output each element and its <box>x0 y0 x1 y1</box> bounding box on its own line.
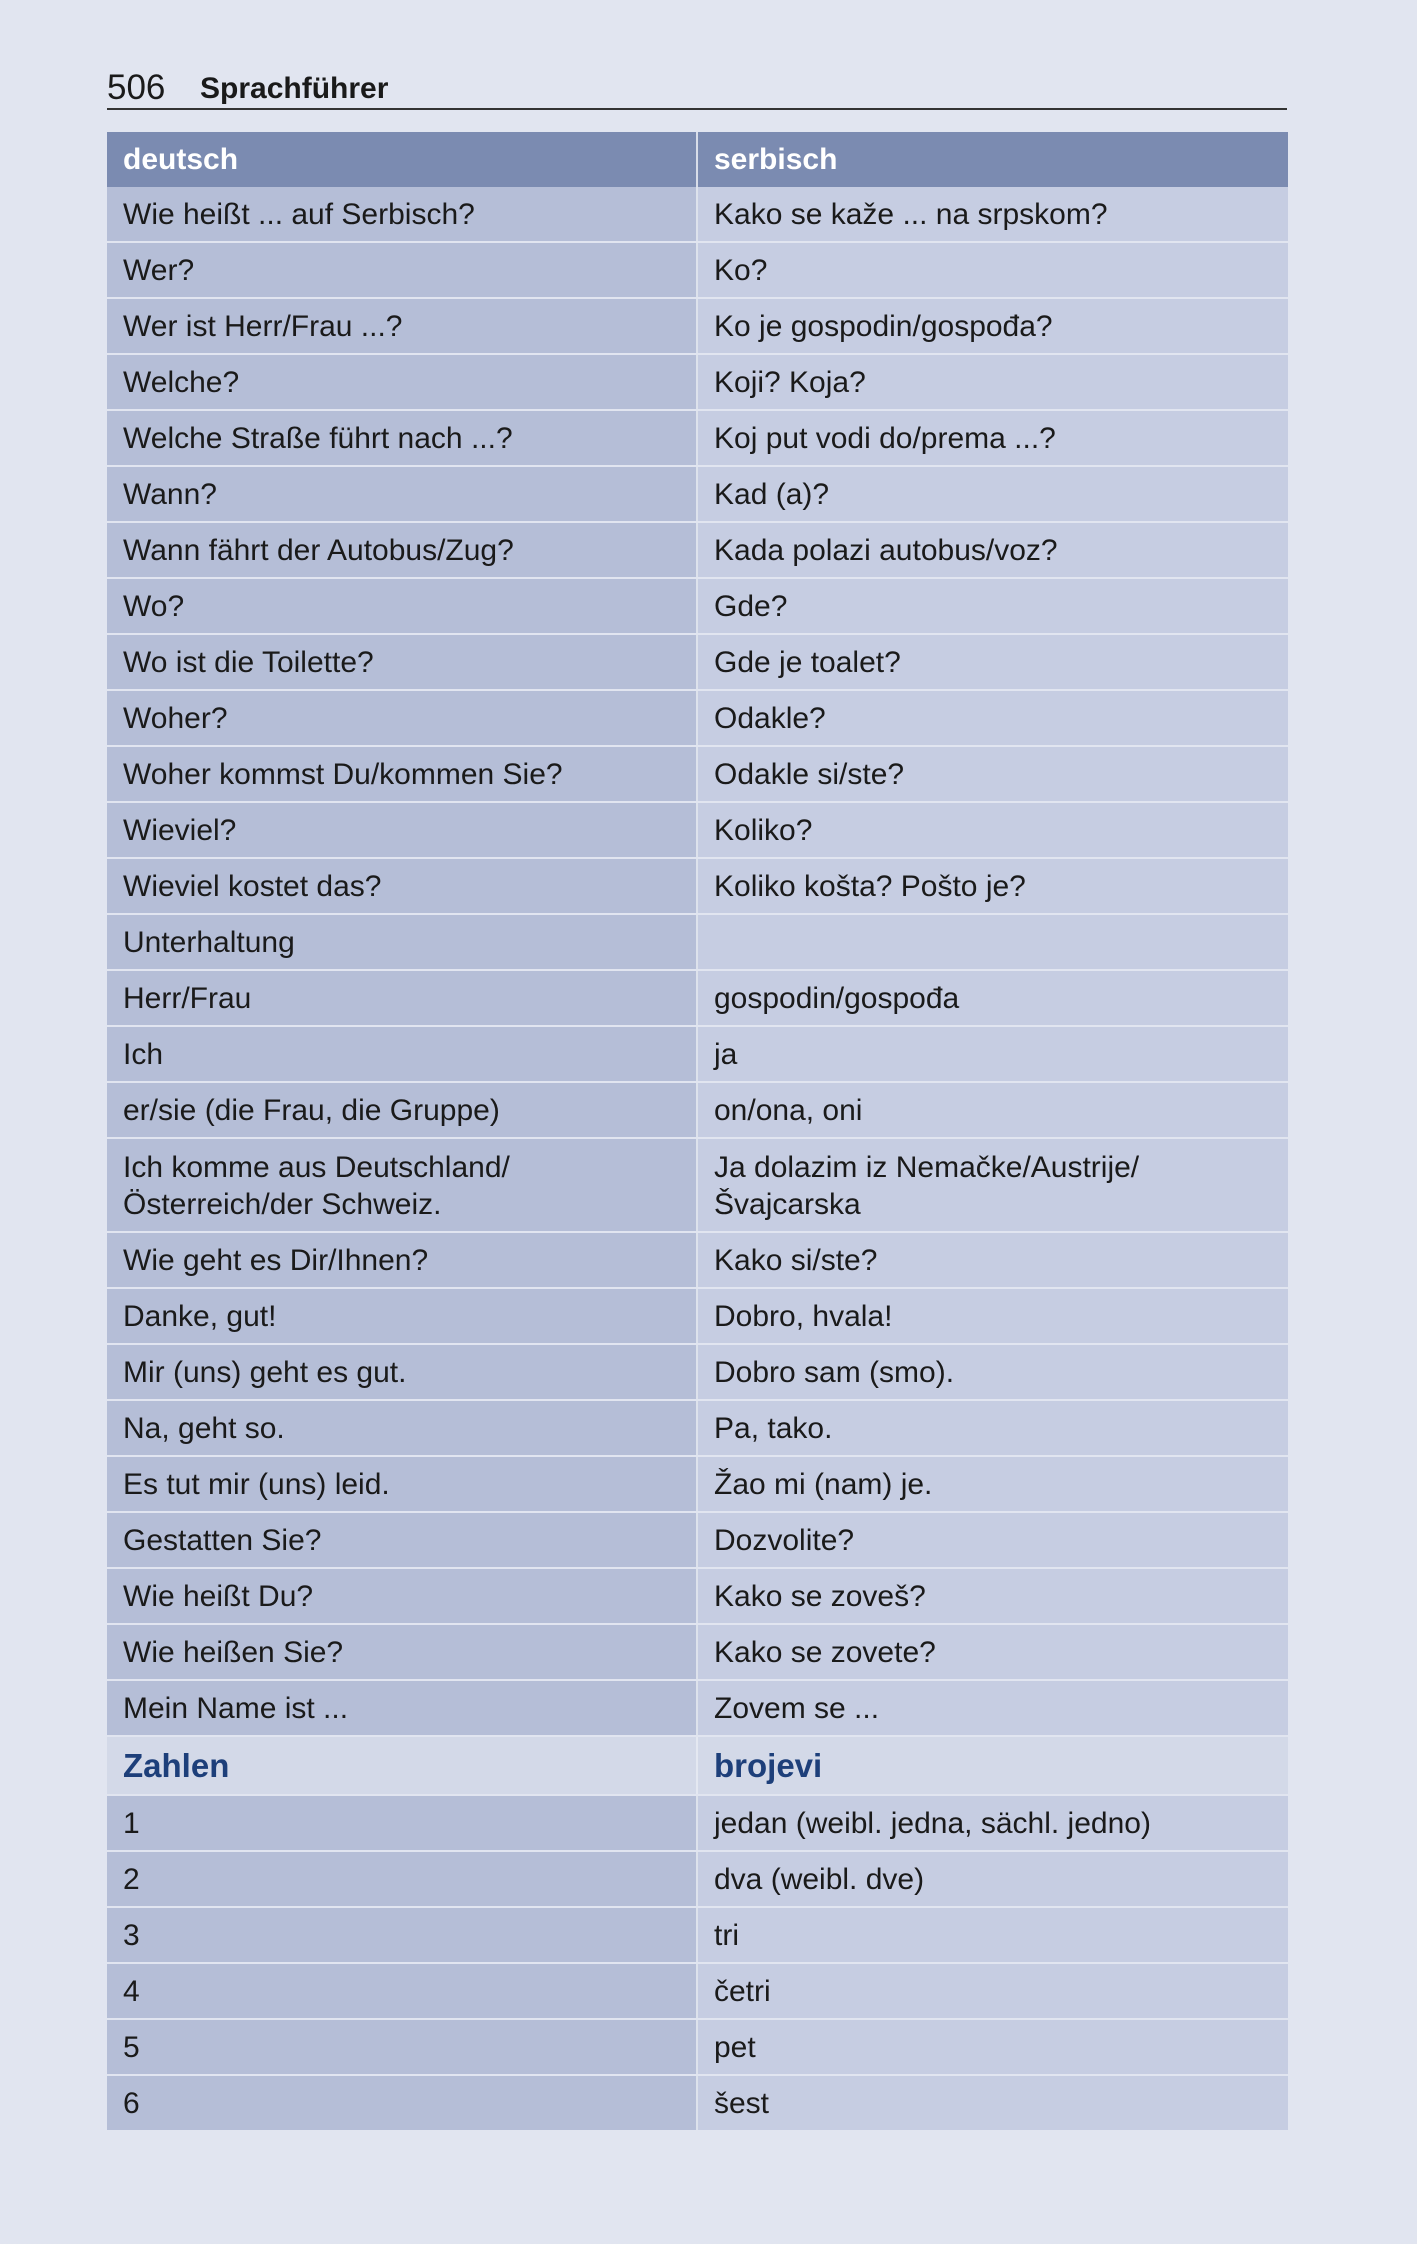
table-row <box>107 466 1288 522</box>
table-row <box>107 914 1288 970</box>
german-cell: Gestatten Sie? <box>107 1512 697 1568</box>
section-heading-german: Zahlen <box>107 1736 697 1795</box>
german-cell: Wann fährt der Autobus/Zug? <box>107 522 697 578</box>
german-cell <box>107 1138 697 1232</box>
serbian-cell: Dozvolite? <box>697 1512 1288 1568</box>
serbian-cell: Kako se zovete? <box>697 1624 1288 1680</box>
german-cell: er/sie (die Frau, die Gruppe) <box>107 1082 697 1138</box>
table-row <box>107 410 1288 466</box>
serbian-cell: Dobro sam (smo). <box>697 1344 1288 1400</box>
serbian-cell: Gde je toalet? <box>697 634 1288 690</box>
german-cell: Welche Straße führt nach ...? <box>107 410 697 466</box>
serbian-cell: četri <box>697 1963 1288 2019</box>
section-heading-row <box>107 1736 1288 1795</box>
serbian-cell: Žao mi (nam) je. <box>697 1456 1288 1512</box>
german-cell: Wie heißen Sie? <box>107 1624 697 1680</box>
section-title: Sprachführer <box>200 72 389 105</box>
german-line: Ich komme aus Deutschland/ <box>123 1151 510 1184</box>
serbian-cell: Kada polazi autobus/voz? <box>697 522 1288 578</box>
table-row <box>107 187 1288 242</box>
serbian-cell: pet <box>697 2019 1288 2075</box>
table-row <box>107 354 1288 410</box>
table-row <box>107 1907 1288 1963</box>
german-cell: Danke, gut! <box>107 1288 697 1344</box>
table-row <box>107 242 1288 298</box>
table-row <box>107 1082 1288 1138</box>
table-row <box>107 2019 1288 2075</box>
serbian-cell: Koliko košta? Pošto je? <box>697 858 1288 914</box>
german-cell: Wer ist Herr/Frau ...? <box>107 298 697 354</box>
serbian-cell: Ko? <box>697 242 1288 298</box>
serbian-line: Švajcarska <box>714 1188 861 1221</box>
column-header-serbian: serbisch <box>697 132 1288 187</box>
serbian-cell: dva (weibl. dve) <box>697 1851 1288 1907</box>
table-row <box>107 1138 1288 1232</box>
serbian-cell: Koji? Koja? <box>697 354 1288 410</box>
table-row <box>107 1624 1288 1680</box>
german-cell: Wo ist die Toilette? <box>107 634 697 690</box>
table-row <box>107 1568 1288 1624</box>
table-row <box>107 298 1288 354</box>
serbian-cell: Ko je gospodin/gospođa? <box>697 298 1288 354</box>
serbian-cell <box>697 914 1288 970</box>
serbian-cell: jedan (weibl. jedna, sächl. jedno) <box>697 1795 1288 1851</box>
page-number: 506 <box>107 68 166 107</box>
table-row <box>107 1288 1288 1344</box>
table-row <box>107 1400 1288 1456</box>
serbian-cell: ja <box>697 1026 1288 1082</box>
table-row <box>107 690 1288 746</box>
table-row <box>107 746 1288 802</box>
german-cell: 2 <box>107 1851 697 1907</box>
serbian-cell: Koj put vodi do/prema ...? <box>697 410 1288 466</box>
german-cell: Wie geht es Dir/Ihnen? <box>107 1232 697 1288</box>
serbian-cell: Koliko? <box>697 802 1288 858</box>
page-header <box>107 64 1287 110</box>
phrase-table <box>107 132 1288 2132</box>
german-cell: 4 <box>107 1963 697 2019</box>
german-cell: Welche? <box>107 354 697 410</box>
table-row <box>107 522 1288 578</box>
german-cell: Wieviel? <box>107 802 697 858</box>
table-row <box>107 634 1288 690</box>
german-cell: 3 <box>107 1907 697 1963</box>
serbian-cell: Kako se zoveš? <box>697 1568 1288 1624</box>
german-cell: Wer? <box>107 242 697 298</box>
german-cell: Woher? <box>107 690 697 746</box>
german-cell: Wie heißt ... auf Serbisch? <box>107 187 697 242</box>
section-heading-serbian: brojevi <box>697 1736 1288 1795</box>
serbian-cell: Kako si/ste? <box>697 1232 1288 1288</box>
german-line: Österreich/der Schweiz. <box>123 1188 442 1221</box>
table-row <box>107 1795 1288 1851</box>
german-cell: Mir (uns) geht es gut. <box>107 1344 697 1400</box>
german-cell: Es tut mir (uns) leid. <box>107 1456 697 1512</box>
table-row <box>107 1963 1288 2019</box>
table-row <box>107 802 1288 858</box>
table-row <box>107 578 1288 634</box>
table-row <box>107 2075 1288 2131</box>
german-cell: Herr/Frau <box>107 970 697 1026</box>
german-cell: Wo? <box>107 578 697 634</box>
serbian-cell: Gde? <box>697 578 1288 634</box>
german-cell: 5 <box>107 2019 697 2075</box>
serbian-cell: Zovem se ... <box>697 1680 1288 1736</box>
table-header-row <box>107 132 1288 187</box>
serbian-cell <box>697 1138 1288 1232</box>
german-cell: Wann? <box>107 466 697 522</box>
german-cell: 1 <box>107 1795 697 1851</box>
german-cell: Ich <box>107 1026 697 1082</box>
german-cell: 6 <box>107 2075 697 2131</box>
column-header-german: deutsch <box>107 132 697 187</box>
serbian-line: Ja dolazim iz Nemačke/Austrije/ <box>714 1151 1140 1184</box>
serbian-cell: Dobro, hvala! <box>697 1288 1288 1344</box>
table-row <box>107 1456 1288 1512</box>
serbian-cell: Kad (a)? <box>697 466 1288 522</box>
table-row <box>107 1851 1288 1907</box>
table-row <box>107 1680 1288 1736</box>
serbian-cell: Kako se kaže ... na srpskom? <box>697 187 1288 242</box>
serbian-cell: on/ona, oni <box>697 1082 1288 1138</box>
table-row <box>107 1512 1288 1568</box>
german-cell: Mein Name ist ... <box>107 1680 697 1736</box>
table-row <box>107 1344 1288 1400</box>
serbian-cell: Pa, tako. <box>697 1400 1288 1456</box>
german-cell: Wie heißt Du? <box>107 1568 697 1624</box>
table-row <box>107 858 1288 914</box>
serbian-cell: Odakle si/ste? <box>697 746 1288 802</box>
table-row <box>107 1232 1288 1288</box>
german-cell: Woher kommst Du/kommen Sie? <box>107 746 697 802</box>
german-cell: Wieviel kostet das? <box>107 858 697 914</box>
german-cell: Na, geht so. <box>107 1400 697 1456</box>
table-row <box>107 970 1288 1026</box>
serbian-cell: gospodin/gospođa <box>697 970 1288 1026</box>
table-row <box>107 1026 1288 1082</box>
serbian-cell: šest <box>697 2075 1288 2131</box>
serbian-cell: Odakle? <box>697 690 1288 746</box>
german-cell: Unterhaltung <box>107 914 697 970</box>
serbian-cell: tri <box>697 1907 1288 1963</box>
